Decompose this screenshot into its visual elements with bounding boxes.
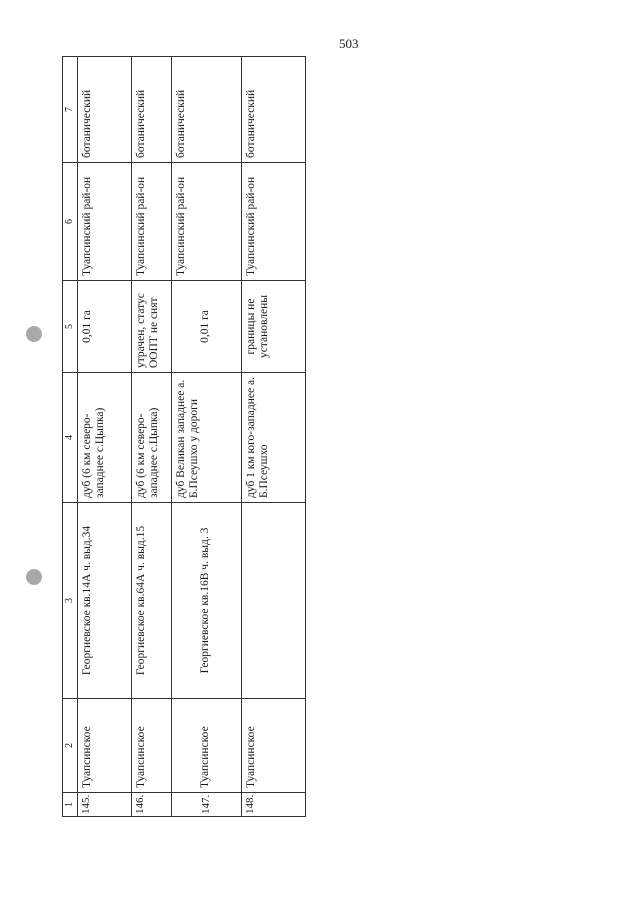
- punch-hole: [26, 569, 42, 585]
- region-cell: Туапсинский рай-он: [131, 163, 171, 281]
- location-cell: Георгиевское кв.14А ч. выд.34: [77, 503, 131, 699]
- row-number: 148.: [241, 793, 305, 817]
- object-cell: дуб (6 км северо-западнее с.Цыпка): [131, 373, 171, 503]
- object-cell: дуб Великан западнее а. Б.Псеушхо у дороги: [171, 373, 241, 503]
- column-number: 5: [63, 281, 78, 373]
- region-cell: Туапсинский рай-он: [241, 163, 305, 281]
- rotated-table-container: [62, 57, 304, 817]
- area-cell: границы не установлены: [241, 281, 305, 373]
- forestry-cell: Туапсинское: [241, 699, 305, 793]
- column-number: 2: [63, 699, 78, 793]
- location-cell: Георгиевское кв.64А ч. выд.15: [131, 503, 171, 699]
- area-cell: утрачен, статус ООПТ не снят: [131, 281, 171, 373]
- forestry-cell: Туапсинское: [131, 699, 171, 793]
- type-cell: ботанический: [241, 57, 305, 163]
- location-cell: Георгиевское кв.16В ч. выд. 3: [171, 503, 241, 699]
- column-number: 4: [63, 373, 78, 503]
- area-cell: 0,01 га: [77, 281, 131, 373]
- column-number-row: [63, 57, 78, 817]
- type-cell: ботанический: [171, 57, 241, 163]
- table-row: [77, 57, 131, 817]
- column-number: 6: [63, 163, 78, 281]
- row-number: 147.: [171, 793, 241, 817]
- column-number: 3: [63, 503, 78, 699]
- object-cell: дуб (6 км северо-западнее с.Цыпка): [77, 373, 131, 503]
- row-number: 145.: [77, 793, 131, 817]
- table-row: [171, 57, 241, 817]
- type-cell: ботанический: [131, 57, 171, 163]
- forestry-cell: Туапсинское: [77, 699, 131, 793]
- row-number: 146.: [131, 793, 171, 817]
- column-number: 7: [63, 57, 78, 163]
- area-cell: 0,01 га: [171, 281, 241, 373]
- page-number: 503: [339, 36, 359, 51]
- table-row: [131, 57, 171, 817]
- punch-hole: [26, 326, 42, 342]
- object-cell: дуб 1 км юго-западнее а. Б.Псеушхо: [241, 373, 305, 503]
- region-cell: Туапсинский рай-он: [77, 163, 131, 281]
- protected-areas-table: [62, 56, 306, 817]
- table-row: [241, 57, 305, 817]
- type-cell: ботанический: [77, 57, 131, 163]
- region-cell: Туапсинский рай-он: [171, 163, 241, 281]
- location-cell: [241, 503, 305, 699]
- column-number: 1: [63, 793, 78, 817]
- forestry-cell: Туапсинское: [171, 699, 241, 793]
